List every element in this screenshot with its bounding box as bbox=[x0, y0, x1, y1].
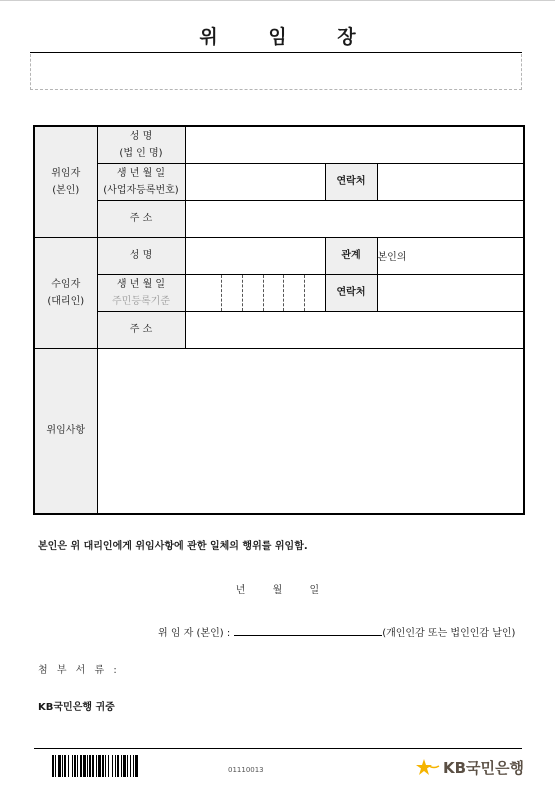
delegator-name-field[interactable] bbox=[185, 126, 524, 163]
title-char: 장 bbox=[337, 26, 356, 48]
proxy-birth-field[interactable] bbox=[185, 274, 325, 311]
proxy-label: 수임자 bbox=[51, 278, 81, 290]
title-char: 임 bbox=[268, 26, 287, 48]
recipient-label: KB국민은행 귀중 bbox=[38, 702, 115, 713]
proxy-contact-field[interactable] bbox=[377, 274, 524, 311]
date-line bbox=[0, 581, 555, 596]
digit-box[interactable] bbox=[305, 275, 325, 311]
bizreg-label: (사업자등록번호) bbox=[103, 184, 179, 196]
matters-field[interactable] bbox=[97, 348, 524, 514]
birth-digit-boxes bbox=[202, 275, 325, 311]
signature-label: 위 임 자 (본인) : bbox=[158, 628, 231, 639]
kb-logo bbox=[416, 756, 524, 778]
title-char: 위 bbox=[199, 26, 218, 48]
digit-box[interactable] bbox=[284, 275, 305, 311]
attachments-label: 첨 부 서 류 : bbox=[38, 665, 120, 676]
top-edge bbox=[0, 0, 555, 1]
relation-label: 관계 bbox=[325, 237, 377, 274]
proxy-contact-label: 연락처 bbox=[325, 274, 377, 311]
title-rule bbox=[30, 52, 522, 53]
signature-row bbox=[158, 624, 515, 639]
relation-field[interactable]: 본인의 bbox=[377, 237, 524, 274]
delegator-address-label: 주 소 bbox=[97, 200, 185, 237]
header-note-box bbox=[30, 54, 522, 90]
delegator-contact-label: 연락처 bbox=[325, 163, 377, 200]
proxy-birth-label-cell bbox=[97, 274, 185, 311]
birth-label: 생 년 월 일 bbox=[116, 278, 166, 290]
proxy-cell bbox=[34, 237, 97, 348]
barcode bbox=[52, 755, 212, 777]
delegation-form-table bbox=[33, 125, 525, 515]
name-label: 성 명 bbox=[129, 130, 153, 142]
proxy-sub: (대리인) bbox=[47, 295, 85, 307]
form-code: 01110013 bbox=[228, 766, 264, 774]
delegator-contact-field[interactable] bbox=[377, 163, 524, 200]
footer-rule bbox=[34, 748, 522, 749]
signature-line[interactable] bbox=[234, 625, 382, 636]
proxy-address-label: 주 소 bbox=[97, 311, 185, 348]
day-label: 일 bbox=[309, 585, 320, 596]
year-label: 년 bbox=[235, 585, 246, 596]
kb-star-icon bbox=[416, 757, 440, 777]
delegation-statement: 본인은 위 대리인에게 위임사항에 관한 일체의 행위를 위임함. bbox=[38, 541, 308, 552]
delegator-birth-field[interactable] bbox=[185, 163, 325, 200]
proxy-address-field[interactable] bbox=[185, 311, 524, 348]
digit-box[interactable] bbox=[202, 275, 223, 311]
matters-label: 위임사항 bbox=[34, 348, 97, 514]
proxy-name-label: 성 명 bbox=[97, 237, 185, 274]
month-label: 월 bbox=[272, 585, 283, 596]
birth-label: 생 년 월 일 bbox=[116, 167, 166, 179]
delegator-address-field[interactable] bbox=[185, 200, 524, 237]
rrn-hint: 주민등록기준 bbox=[112, 295, 170, 307]
delegator-cell bbox=[34, 126, 97, 237]
delegator-sub: (본인) bbox=[52, 184, 80, 196]
brand-name: KB국민은행 bbox=[443, 758, 525, 777]
corp-name-label: (법 인 명) bbox=[119, 147, 163, 159]
digit-box[interactable] bbox=[264, 275, 285, 311]
delegator-name-label-cell bbox=[97, 126, 185, 163]
page-title bbox=[0, 22, 555, 49]
digit-box[interactable] bbox=[222, 275, 243, 311]
delegator-birth-label-cell bbox=[97, 163, 185, 200]
signature-note: (개인인감 또는 법인인감 날인) bbox=[382, 628, 516, 639]
digit-box[interactable] bbox=[243, 275, 264, 311]
delegator-label: 위임자 bbox=[51, 167, 81, 179]
proxy-name-field[interactable] bbox=[185, 237, 325, 274]
